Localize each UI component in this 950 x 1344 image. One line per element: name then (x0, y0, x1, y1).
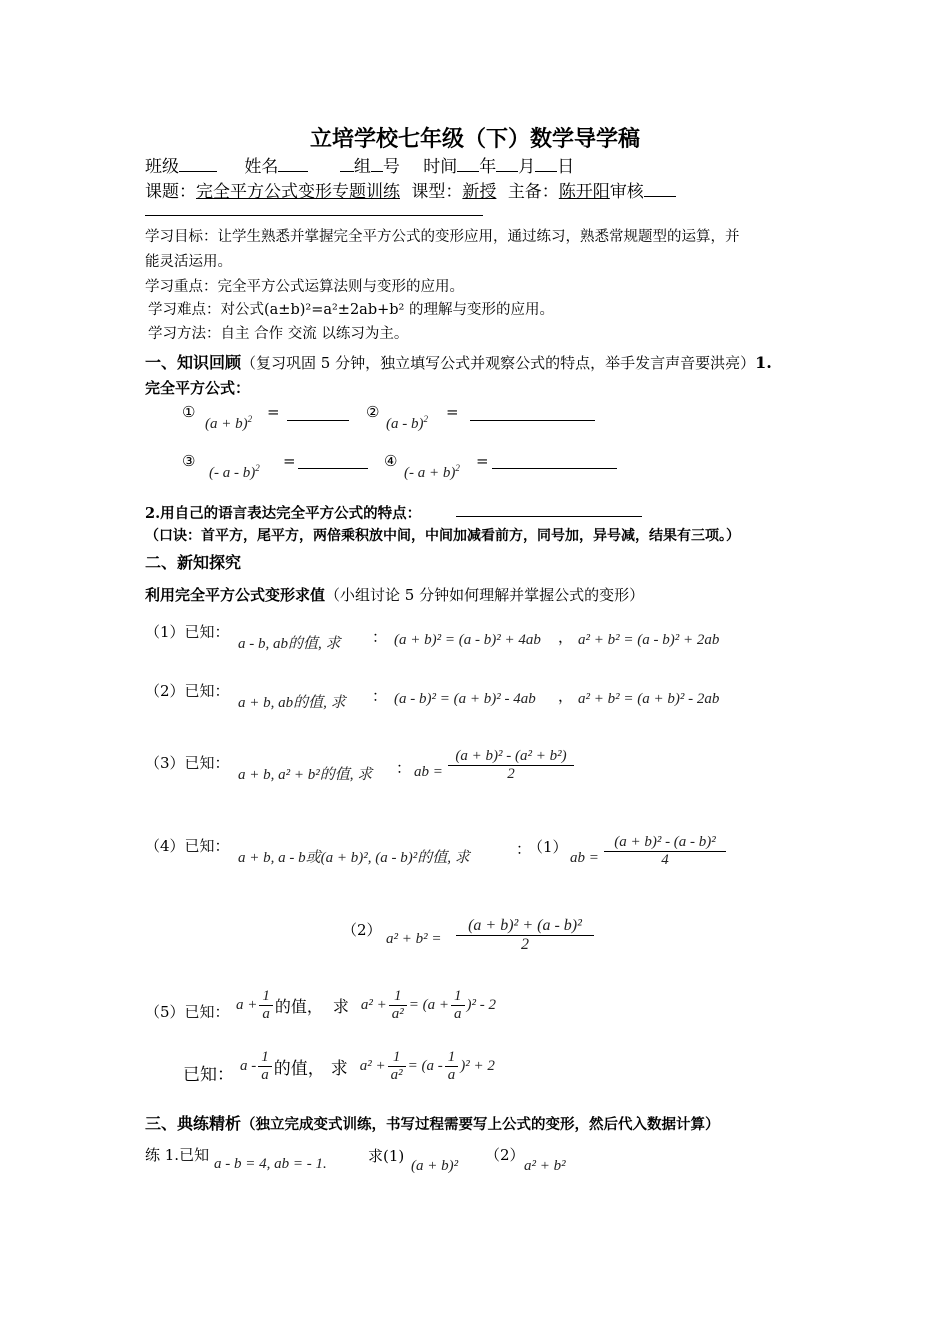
item-3-given: a + b, a² + b²的值, 求 (238, 767, 373, 783)
group-blank[interactable] (340, 155, 354, 172)
section-2-sub: 利用完全平方公式变形求值（小组讨论 5 分钟如何理解并掌握公式的变形） (145, 586, 645, 604)
learning-method: 学习方法：自主 合作 交流 以练习为主。 (148, 326, 409, 342)
type-value: 新授 (462, 182, 497, 202)
exercise-1-ask-1: 求(1) (368, 1147, 405, 1165)
item-4-sub-2: （2） (342, 921, 382, 939)
class-label: 班级 (145, 157, 179, 177)
item-4-label: （4）已知： (145, 837, 230, 855)
formula-1-mark: ① (182, 403, 196, 421)
item-2-result-1: (a - b)² = (a + b)² - 4ab (394, 691, 536, 707)
exercise-1-question-2: a² + b² (524, 1158, 566, 1174)
lead-label: 主备： (507, 182, 559, 202)
item-3-numerator: (a + b)² - (a² + b²) (455, 748, 567, 764)
formula-3-eq: = (283, 452, 296, 470)
item-1-colon: ： (372, 628, 388, 646)
item-2-given: a + b, ab的值, 求 (238, 695, 346, 711)
item-4-colon: ： (516, 840, 532, 858)
formula-2-answer-blank[interactable] (470, 420, 595, 421)
item-4-given: a + b, a - b或(a + b)², (a - b)²的值, 求 (238, 850, 470, 866)
day-blank[interactable] (535, 155, 557, 172)
item-4-fraction-1 (604, 834, 726, 869)
item-4-lhs-2: a² + b² = (386, 931, 442, 947)
header-line-2 (145, 177, 676, 202)
item-2-sep: ， (558, 687, 574, 705)
month-blank[interactable] (496, 155, 518, 172)
item-4-lhs-1: ab = (570, 850, 599, 866)
item-4-denominator-1: 4 (604, 851, 726, 869)
review-label: 审核 (609, 182, 644, 202)
exercise-1-ask-2: （2） (485, 1146, 525, 1164)
formula-1-answer-blank[interactable] (287, 420, 349, 421)
section-2-sub-note: （小组讨论 5 分钟如何理解并掌握公式的变形） (325, 586, 645, 604)
topic-value: 完全平方公式变形专题训练 (196, 182, 400, 202)
formula-1-expr: $(a + b)^2$ (205, 414, 253, 432)
section-1-note: （复习巩固 5 分钟，独立填写公式并观察公式的特点，举手发言声音要洪亮） (241, 354, 756, 372)
item-2-label: （2）已知： (145, 682, 230, 700)
item-1-given: a - b, ab的值, 求 (238, 636, 341, 652)
question-2-answer-blank[interactable] (456, 516, 642, 517)
formula-2-expr: (a - b)$^2$ (386, 414, 428, 432)
section-2-heading: 二、新知探究 (145, 553, 242, 572)
lead-value: 陈开阳 (558, 182, 610, 202)
type-label: 课型： (411, 182, 463, 202)
item-6-label: 已知： (183, 1065, 234, 1085)
item-4-sub-1: （1） (528, 838, 568, 856)
formula-4-answer-blank[interactable] (492, 468, 617, 469)
item-3-colon: ： (396, 759, 412, 777)
item-1-result-1: (a + b)² = (a - b)² + 4ab (394, 632, 541, 648)
header-divider (145, 215, 483, 216)
section-1-heading: 一、知识回顾（复习巩固 5 分钟，独立填写公式并观察公式的特点，举手发言声音要洪亮）1. (145, 353, 772, 372)
item-3-label: （3）已知： (145, 754, 230, 772)
learning-key: 学习重点：完全平方公式运算法则与变形的应用。 (145, 279, 464, 295)
class-blank[interactable] (179, 155, 217, 172)
mnemonic: （口诀：首平方，尾平方，两倍乘积放中间，中间加减看前方，同号加，异号减，结果有三项。） (145, 528, 740, 544)
section-3-heading: 三、典练精析（独立完成变式训练，书写过程需要写上公式的变形，然后代入数据计算） (145, 1114, 720, 1133)
formula-3-mark: ③ (182, 452, 196, 470)
formula-4-mark: ④ (384, 452, 398, 470)
time-label: 时间 (423, 157, 458, 177)
formula-2-mark: ② (366, 403, 380, 421)
formula-1-eq: = (267, 403, 280, 421)
year-label: 年 (479, 157, 497, 177)
exercise-1-label: 练 1.已知 (145, 1146, 210, 1164)
item-1-sep: ， (558, 628, 574, 646)
exercise-1-question-1: (a + b)² (411, 1158, 459, 1174)
formula-3-answer-blank[interactable] (298, 468, 368, 469)
item-6-given: a - $\frac{1}{a}$ 的值， 求 a² + $\frac{1}{\text{a²}}$ = (a - $\frac{1}{a}$ )² + 2 (240, 1049, 495, 1083)
formula-2-eq: = (446, 403, 459, 421)
review-blank[interactable] (644, 180, 676, 197)
formula-4-eq: = (476, 452, 489, 470)
learning-goal-cont: 能灵活运用。 (145, 254, 232, 270)
section-3-note: （独立完成变式训练，书写过程需要写上公式的变形，然后代入数据计算） (241, 1116, 720, 1133)
item-5-label: （5）已知： (145, 1003, 230, 1021)
day-label: 日 (557, 157, 575, 177)
item-2-result-2: a² + b² = (a + b)² - 2ab (578, 691, 720, 707)
item-4-denominator-2: 2 (456, 935, 594, 954)
item-3-lhs: ab = (414, 764, 443, 780)
item-1-result-2: a² + b² = (a - b)² + 2ab (578, 632, 720, 648)
month-label: 月 (518, 157, 536, 177)
item-3-denominator: 2 (448, 765, 574, 783)
page-title: 立培学校七年级（下）数学导学稿 (309, 127, 640, 152)
section-1-item-no: 1. (755, 353, 772, 372)
header-line-1 (145, 152, 574, 177)
item-4-numerator-2: (a + b)² + (a - b)² (468, 917, 582, 934)
learning-difficulty: 学习难点：对公式(a±b)²=a²±2ab+b² 的理解与变形的应用。 (148, 302, 554, 318)
item-4-numerator-1: (a + b)² - (a - b)² (614, 834, 716, 850)
question-2: 2.用自己的语言表达完全平方公式的特点： (145, 505, 422, 522)
name-blank[interactable] (278, 155, 308, 172)
number-label: 号 (382, 157, 400, 177)
topic-label: 课题： (145, 182, 196, 202)
formula-3-expr: (- a - b)$^2$ (209, 463, 260, 481)
item-4-fraction-2 (456, 917, 594, 954)
year-blank[interactable] (457, 155, 479, 172)
item-3-fraction (448, 748, 574, 783)
formula-4-expr: (- a + b)$^2$ (404, 463, 460, 481)
name-label: 姓名 (244, 157, 279, 177)
exercise-1-given: a - b = 4, ab = - 1. (214, 1156, 327, 1172)
number-blank[interactable] (371, 155, 383, 172)
item-1-label: （1）已知： (145, 623, 230, 641)
item-5-given: a + $\frac{1}{a}$ 的值， 求 a² + $\frac{1}{\text{a²}}$ = (a + $\frac{1}{a}$ )² - 2 (236, 988, 497, 1022)
item-2-colon: ： (372, 687, 388, 705)
section-1-sub: 完全平方公式： (145, 379, 251, 397)
learning-goal: 学习目标：让学生熟悉并掌握完全平方公式的变形应用，通过练习，熟悉常规题型的运算，并 (145, 229, 740, 245)
group-label: 组 (353, 157, 371, 177)
